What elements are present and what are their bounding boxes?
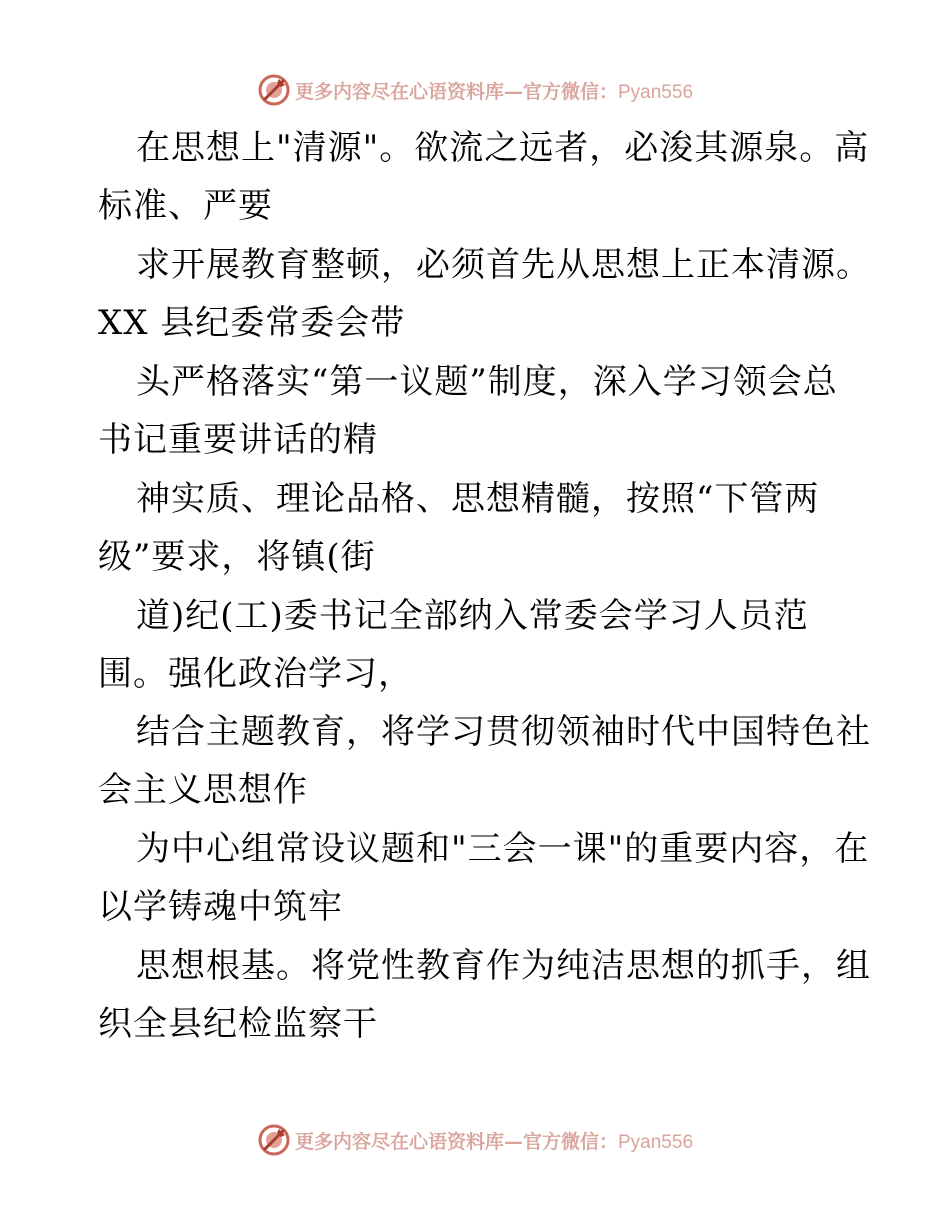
- text-line: 神实质、理论品格、思想精髓，按照“下管两: [136, 479, 820, 519]
- text-line: 以学铸魂中筑牢: [98, 887, 343, 927]
- text-line: 为中心组常设议题和"三会一课"的重要内容，在: [136, 829, 870, 869]
- header-banner: [0, 70, 950, 110]
- text-line: 围。强化政治学习，: [98, 654, 413, 694]
- banner-text: 更多内容尽在心语资料库—官方微信：Pyan556: [294, 1130, 694, 1153]
- logo-icon: [257, 73, 291, 107]
- footer-banner: [0, 1120, 950, 1160]
- text-line: XX 县纪委常委会带: [98, 303, 406, 343]
- text-line: 结合主题教育，将学习贯彻领袖时代中国特色社: [136, 712, 871, 752]
- text-line: 头严格落实“第一议题”制度，深入学习领会总: [136, 362, 838, 402]
- text-line: 会主义思想作: [98, 770, 308, 810]
- text-line: 级”要求，将镇(街: [98, 537, 376, 577]
- text-line: 求开展教育整顿，必须首先从思想上正本清源。: [136, 245, 871, 285]
- text-line: 思想根基。将党性教育作为纯洁思想的抓手，组: [136, 946, 871, 986]
- text-line: 标准、严要: [98, 186, 273, 226]
- text-line: 书记重要讲话的精: [98, 420, 378, 460]
- logo-icon: [257, 1123, 291, 1157]
- text-line: 在思想上"清源"。欲流之远者，必浚其源泉。高: [136, 128, 870, 168]
- banner-text: 更多内容尽在心语资料库—官方微信：Pyan556: [294, 80, 694, 103]
- text-line: 织全县纪检监察干: [98, 1004, 378, 1044]
- text-line: 道)纪(工)委书记全部纳入常委会学习人员范: [136, 596, 809, 636]
